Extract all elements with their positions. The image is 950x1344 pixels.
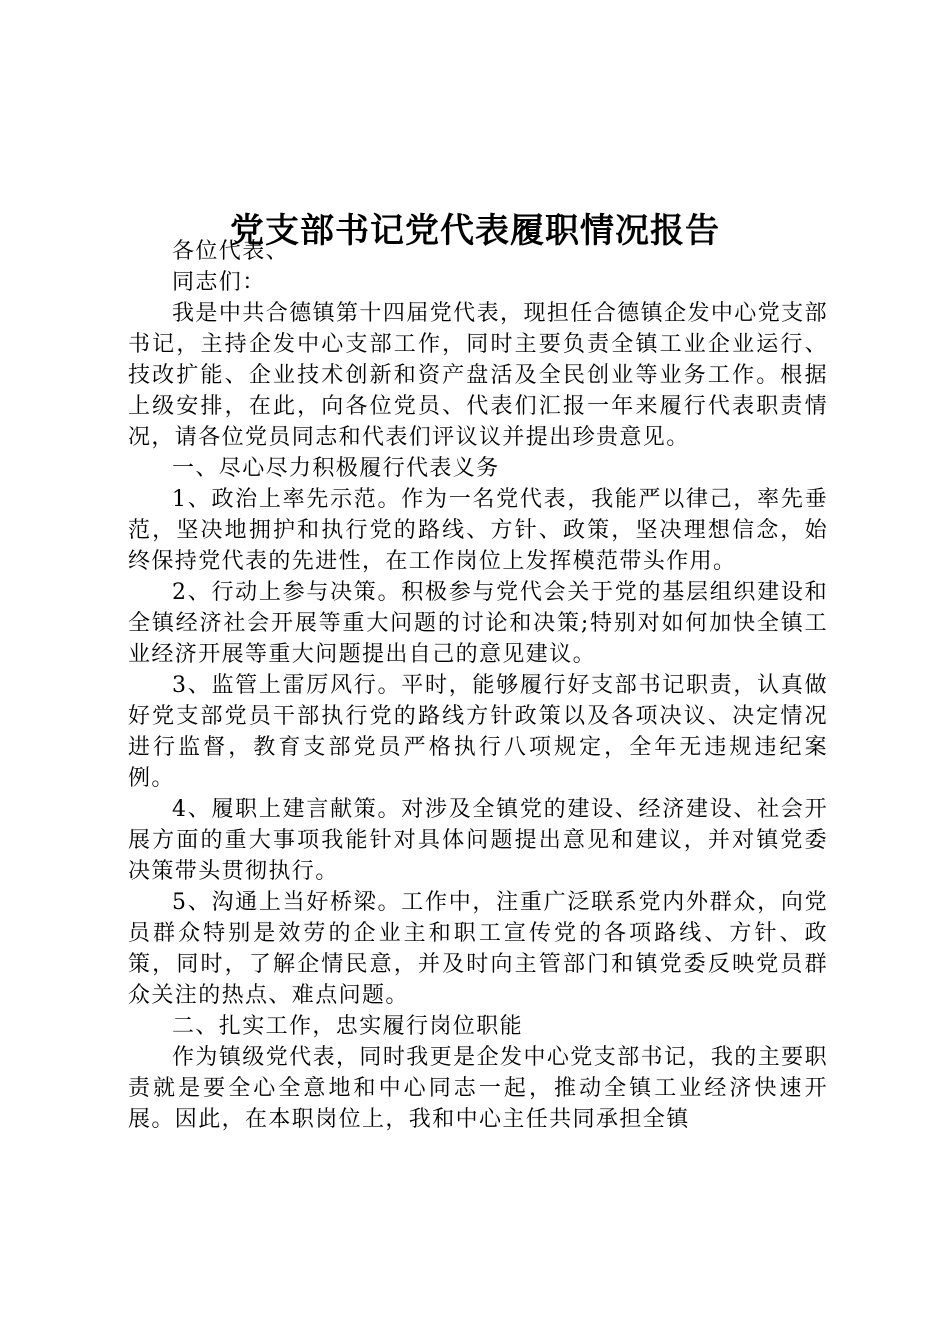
document-title: 党支部书记党代表履职情况报告 xyxy=(230,210,720,251)
body-paragraph: 1、政治上率先示范。作为一名党代表，我能严以律己，率先垂范，坚决地拥护和执行党的路线、方针、政策，坚决理想信念，始终保持党代表的先进性，在工作岗位上发挥模范带头作用。 xyxy=(128,487,828,574)
salutation-line: 同志们： xyxy=(172,270,266,295)
body-paragraph: 2、行动上参与决策。积极参与党代会关于党的基层组织建设和全镇经济社会开展等重大问题的讨论和决策;特别对如何加快全镇工业经济开展等重大问题提出自己的意见建议。 xyxy=(128,580,828,667)
body-paragraph: 3、监管上雷厉风行。平时，能够履行好支部书记职责，认真做好党支部党员干部执行党的路线方针政策以及各项决议、决定情况进行监督，教育支部党员严格执行八项规定，全年无违规违纪案例。 xyxy=(128,673,828,791)
body-paragraph: 我是中共合德镇第十四届党代表，现担任合德镇企发中心党支部书记，主持企发中心支部工作，同时主要负责全镇工业企业运行、技改扩能、企业技术创新和资产盘活及全民创业等业务工作。根据上级安排，在此，向各位党员、代表们汇报一年来履行代表职责情况，请各位党员同志和代表们评议议并提出珍贵意见。 xyxy=(128,301,828,450)
salutation-line: 各位代表、 xyxy=(172,239,290,264)
section-heading: 二、扎实工作，忠实履行岗位职能 xyxy=(172,1014,524,1039)
body-paragraph: 作为镇级党代表，同时我更是企发中心党支部书记，我的主要职责就是要全心全意地和中心同志一起，推动全镇工业经济快速开展。因此，在本职岗位上，我和中心主任共同承担全镇 xyxy=(128,1045,828,1132)
body-paragraph: 4、履职上建言献策。对涉及全镇党的建设、经济建设、社会开展方面的重大事项我能针对具体问题提出意见和建议，并对镇党委决策带头贯彻执行。 xyxy=(128,797,828,884)
body-paragraph: 5、沟通上当好桥梁。工作中，注重广泛联系党内外群众，向党员群众特别是效劳的企业主和职工宣传党的各项路线、方针、政策，同时，了解企情民意，并及时向主管部门和镇党委反映党员群众关注的热点、难点问题。 xyxy=(128,890,828,1008)
document-body xyxy=(128,236,828,1135)
section-heading: 一、尽心尽力积极履行代表义务 xyxy=(172,456,500,481)
